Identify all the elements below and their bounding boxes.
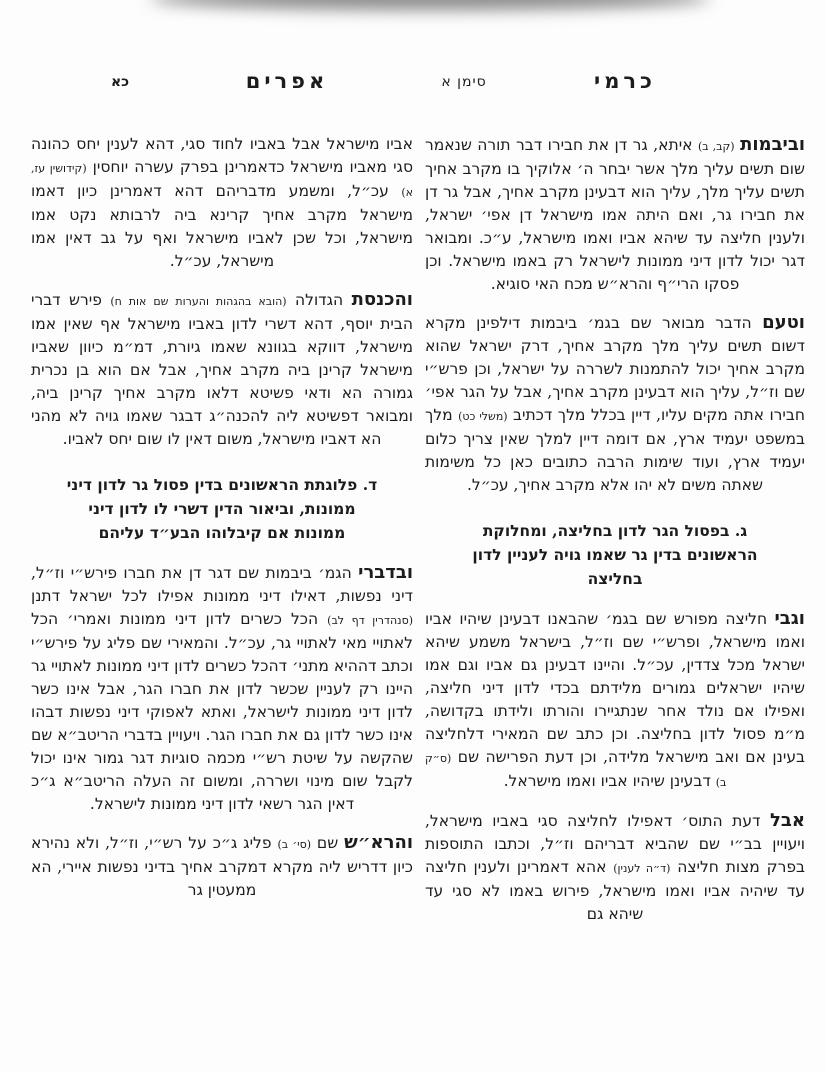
paragraph-text: (קב, ב) איתא, גר דן את חבירו דבר תורה שנאמר שום תשים עליך מלך אשר יבחר ה׳ אלוקיך בו מקרב אחיך תשים עליך מלך, עליך הוא דבעינן מקרב אחיך, אבל גר דן את חבירו גר, ואם היתה אמו מישראל דן אפי׳ ישראל, ולענין חליצה עד שיהא אביו ואמו מישראל, ע״כ. ומבואר דגר יכול לדון דיני ממונות לישראל רק באמו מישראל. וכן פסקו הרי״ף והרא״ש מכח האי סוגיא. <box>425 136 805 293</box>
book-title-left: אפרים <box>245 68 329 93</box>
section-heading-gimel: ג. בפסול הגר לדון בחליצה, ומחלוקת הראשונים בדין גר שאמו גויה לעניין לדון בחליצה <box>472 521 758 588</box>
paragraph-text: הגדולה (הובא בהגהות והערות שם אות ח) פירש דברי הבית יוסף, דהא דשרי לדון באביו מישראל אף שאין אמו מישראל, דווקא בגוונא שאמו גיורת, דמ״מ כיוון שאביו מישראל קרינן ביה מקרב אחיך, אבל אם הוא בן נכרית גמורה הא ודאי פשיטא דלאו מקרב אחיך קרינן ביה, ומבואר דפשיטא ליה להכנה״ג דבגר שאמו גויה לא מהני הא דאביו מישראל, משום דאין לו שום יחס לאביו. <box>31 291 413 448</box>
paragraph-taam <box>425 311 805 497</box>
book-title-right: כרמי <box>594 68 656 93</box>
paragraph-kneset-hagdola <box>31 288 413 451</box>
paragraph-uvdivrei <box>31 561 413 816</box>
lead-word: וגבי <box>774 608 805 629</box>
page-header <box>0 66 826 100</box>
section-heading-dalet: ד. פלוגתת הראשונים בדין פסול גר לדון דיני ממונות, וביאור הדין דשרי לו לדון דיני ממונות אם קיבלוהו הבע״ד עליהם <box>66 475 378 542</box>
paragraph-aval <box>425 809 805 926</box>
paragraph-continuation <box>31 133 413 273</box>
paragraph-text: חליצה מפורש שם בגמ׳ שהבאנו דבעינן שיהיו אביו ואמו מישראל, ופרש״י שם וז״ל, בישראל משמע שיהא ישראל מכל צדדין, עכ״ל. והיינו דבעינן גם אביו וגם אמו שיהיו ישראלים גמורים מלידתם בכדי לדון דיני חליצה, ואפילו אם נולד אחר שנתגיירו והורתו ולידתו בקדושה, מ״מ פסול לדון בחליצה. וכן כתב שם המאירי דלחליצה בעינן אם ואב מישראל מלידה, וכן דעת הפרישה שם (ס״ק ב) דבעינן שיהיו אביו ואמו מישראל. <box>425 610 805 790</box>
lead-word: אבל <box>770 810 805 831</box>
paragraph-text: דעת התוס׳ דאפילו לחליצה סגי באביו מישראל, ויעויין בב״י שם שהביא דבריהם וז״ל, וכתבו התוספות בפרק מצות חליצה (ד״ה לענין) אהא דאמרינן ולענין חליצה עד שיהיה אביו ואמו מישראל, פירוש באמו לא סגי עד שיהא גם <box>425 812 805 923</box>
lead-word: וטעם <box>762 312 805 333</box>
lead-word: ובדברי <box>358 562 413 583</box>
scan-shadow-artifact <box>150 0 710 10</box>
paragraph-text: שם (סי׳ ב) פליג ג״כ על רש״י, וז״ל, ולא נהירא כיון דדריש ליה מקרא דמקרב אחיך בדיני נפשות איירי, הא ממעטין גר <box>31 834 413 899</box>
paragraph-text: אביו מישראל אבל באביו לחוד סגי, דהא לענין יחס כהונה סגי מאביו מישראל כדאמרינן בפרק עשרה יוחסין (קידושין עז, א) עכ״ל, ומשמע מדבריהם דהא דאמרינן כיון דאמו מישראל מקרב אחיך קרינא ביה לרבותא נקט אמו מישראל, וכל שכן לאביו מישראל ואף על גב דאין אמו מישראל, עכ״ל. <box>31 135 413 270</box>
paragraph-text: הדבר מבואר שם בגמ׳ ביבמות דילפינן מקרא דשום תשים עליך מלך מקרב אחיך, דרק ישראל שהוא מקרב אחיך יכול להתמנות לשררה על ישראל, וכן פרש״י שם וז״ל, עליך הוא דבעינן מקרב אחיך, אבל על הגר אפי׳ חבירו אתה מקים עליו, דיין בכלל מלך דכתיב (משלי כט) מלך במשפט יעמיד ארץ, אם דומה דיין למלך שאין צריך כלום יעמיד ארץ, ועוד שימות הרבה כתובים כאן כל משימות שאתה משים לא יהו אלא מקרב אחיך, עכ״ל. <box>425 314 805 494</box>
lead-word: וביבמות <box>740 134 805 155</box>
siman-label: סימן א <box>441 74 487 90</box>
column-right <box>425 133 805 941</box>
paragraph-yevamot <box>425 133 805 296</box>
lead-word: והרא״ש <box>344 832 414 853</box>
paragraph-chalitza <box>425 607 805 794</box>
paragraph-text: הגמ׳ ביבמות שם דגר דן את חברו פירש״י וז״ל, דיני נפשות, דאילו דיני ממונות אפילו לכל ישראל דתנן (סנהדרין דף לב) הכל כשרים לדון דיני ממונות ואמרי׳ הכל לאתויי מאי לאתויי גר, עכ״ל. והמאירי שם פליג על פירש״י וכתב דההיא מתני׳ דהכל כשרים לדון דיני ממונות לאתויי גר היינו רק לעניין שכשר לדון את חברו הגר, אבל אינו כשר לדון דיני ממונות לישראל, ואתא לאפוקי דיני נפשות דבהו אינו כשר לדון גם את חברו הגר. ויעויין בדברי הריטב״א שם שהקשה על שיטת רש״י מכמה סוגיות דגר גמור אינו יכול לקבל שום מינוי ושררה, ומשום זה העלה הריטב״א ג״כ דאין הגר רשאי לדון דיני ממונות לישראל. <box>31 564 413 813</box>
lead-word: והכנסת <box>351 289 413 310</box>
column-left <box>31 133 413 917</box>
paragraph-rosh <box>31 831 413 902</box>
page-number: כא <box>110 74 130 90</box>
